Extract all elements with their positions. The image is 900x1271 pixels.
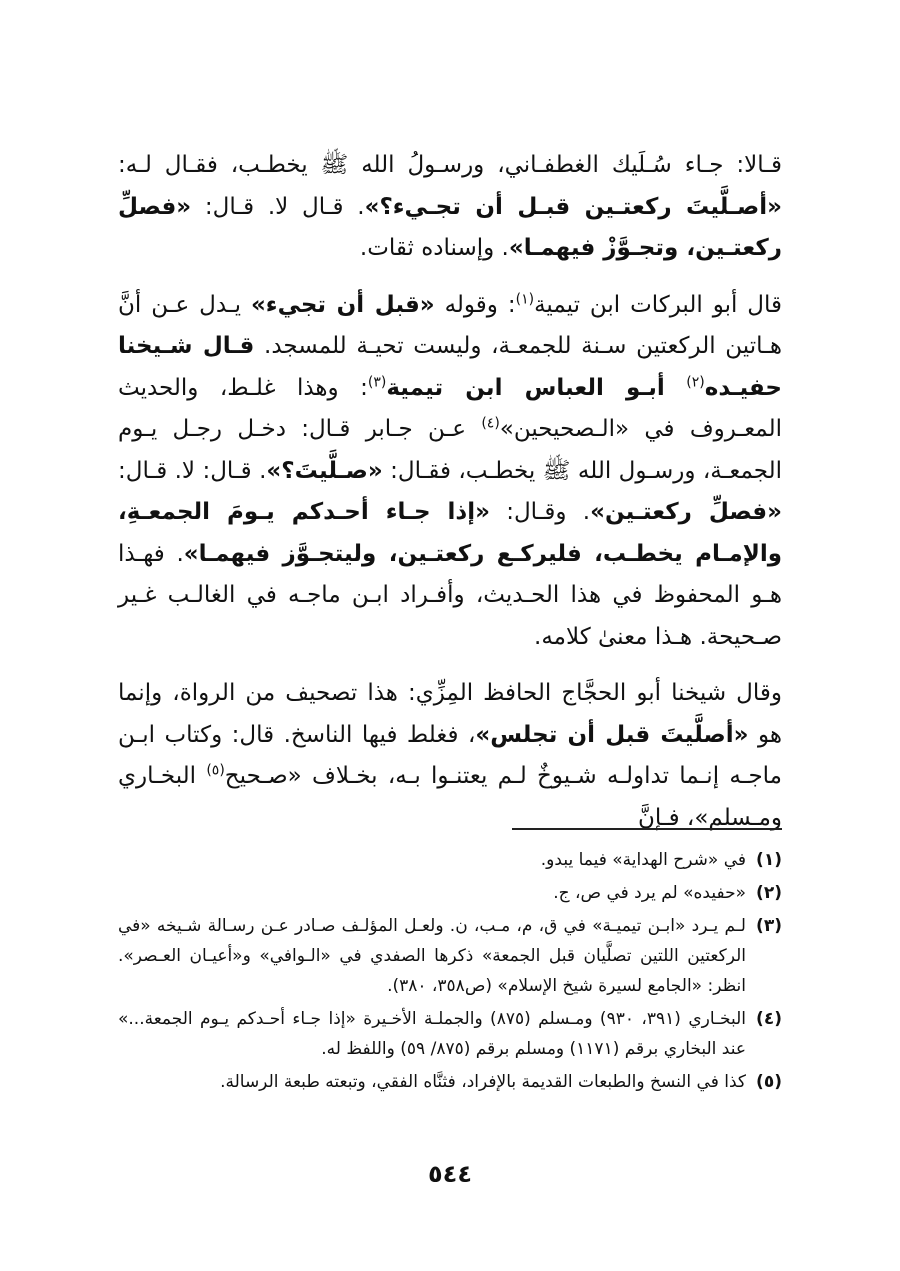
text-run: ، فغلط فيها الناسخ. قال: وكتاب ابـن ماجـه إنـما تداولـه شـيوخٌ لـم يعتنـوا بـه، بخـلاف «صـحيح [118,721,782,789]
paragraph [118,145,782,270]
text-run: قـالا: جـاء سُـلَيك الغطفـاني، ورسـولُ الله ﷺ يخطـب، فقـال لـه: [118,152,782,178]
footnote-number: (٥) [756,1072,782,1092]
text-run: . فهـذا هـو المحفوظ في هذا الحـديث، وأفـراد ابـن ماجـه في الغالـب غـير صـحيحة. هـذا معنىٰ كلامه. [118,540,782,650]
footnote [118,878,782,908]
footnote-text: كذا في النسخ والطبعات القديمة بالإفراد، فثنَّاه الفقي، وتبعته طبعة الرسالة. [220,1072,746,1092]
text-run: وقال شيخنا أبو الحجَّاج الحافظ المِزِّي: هذا تصحيف من الرواة، وإنما هو [118,680,782,748]
footnote-text: في «شرح الهداية» فيما يبدو. [540,850,746,870]
bold-text: «فصلِّ ركعتـين، وتجـوَّزْ فيهمـا» [118,193,782,261]
text-run: قال أبو البركات ابن تيمية [534,291,783,318]
footnote-ref: (١) [515,290,535,307]
paragraph [118,285,782,659]
text-run [665,375,686,401]
footnotes [118,845,782,1100]
footnote [118,911,782,1001]
footnote-number: (٤) [756,1009,782,1029]
footnote [118,845,782,875]
footnote-number: (٢) [756,883,782,903]
footnote-text: «حفيده» لم يرد في ص، ج. [553,883,746,903]
footnote-ref: (٢) [686,373,705,390]
footnote-text: لـم يـرد «ابـن تيميـة» في ق، م، مـب، ن. ولعـل المؤلـف صـادر عـن رسـالة شـيخه «في الركعتين اللتين تصلَّيان قبل الجمعة» ذكرها الصفدي في «الـوافي» و«أعيـان العـصر». انظر: «الجامع لسيرة شيخ الإسلام» (ص٣٥٨، ٣٨٠). [118,916,746,996]
main-text [118,145,782,839]
bold-text: أبـو العباس ابن تيمية [386,374,665,401]
text-run: : وقوله [434,291,516,318]
text-run: . وقـال: [489,499,591,525]
text-run: البخـاري ومـسلم»، فـإنَّ [118,763,782,831]
text-run: : وهذا غلـط، والحديث المعـروف في «الـصحيحين» [118,374,782,442]
text-run: . قـال لا. قـال: [191,193,365,220]
bold-text: «إذا جـاء أحـدكم يـومَ الجمعـةِ، والإمـام يخطـب، فليركـع ركعتـين، وليتجـوَّز فيهمـا» [118,499,783,567]
bold-text: «قبل أن تجيء» [250,291,435,318]
footnote [118,1067,782,1097]
text-run: . قـال: لا. قـال: [118,457,267,484]
footnote-text: البخـاري (٣٩١، ٩٣٠) ومـسلم (٨٧٥) والجملـة الأخـيرة «إذا جـاء أحـدكم يـوم الجمعة...» عند البخاري برقم (١١٧١) ومسلم برقم (٨٧٥/ ٥٩) واللفظ له. [118,1009,746,1059]
footnote-separator [512,828,782,830]
bold-text: «صـلَّيتَ؟» [266,457,383,484]
bold-text: «أصلَّيتَ قبل أن تجلس» [475,721,749,748]
footnote-ref: (٤) [481,415,500,432]
footnote-number: (١) [756,850,782,870]
footnote-ref: (٥) [206,762,225,779]
footnote-ref: (٣) [367,373,387,390]
text-run: عـن جـابر قـال: دخـل رجـل يـوم الجمعـة، ورسـول الله ﷺ يخطـب، فقـال: [118,416,783,484]
text-run: . وإسناده ثقات. [359,235,509,261]
bold-text: قـال شـيخنا حفيـده [118,333,782,401]
text-run: يـدل عـن أنَّ هـاتين الركعتين سـنة للجمعـة، وليست تحيـة للمسجد. [118,291,782,359]
page-number: ٥٤٤ [428,1160,472,1188]
paragraph [118,673,782,839]
bold-text: «أصـلَّيتَ ركعتـين قبـل أن تجـيء؟» [364,193,782,220]
footnote-number: (٣) [756,916,782,936]
footnote [118,1004,782,1064]
bold-text: «فصلِّ ركعتـين» [590,499,782,525]
